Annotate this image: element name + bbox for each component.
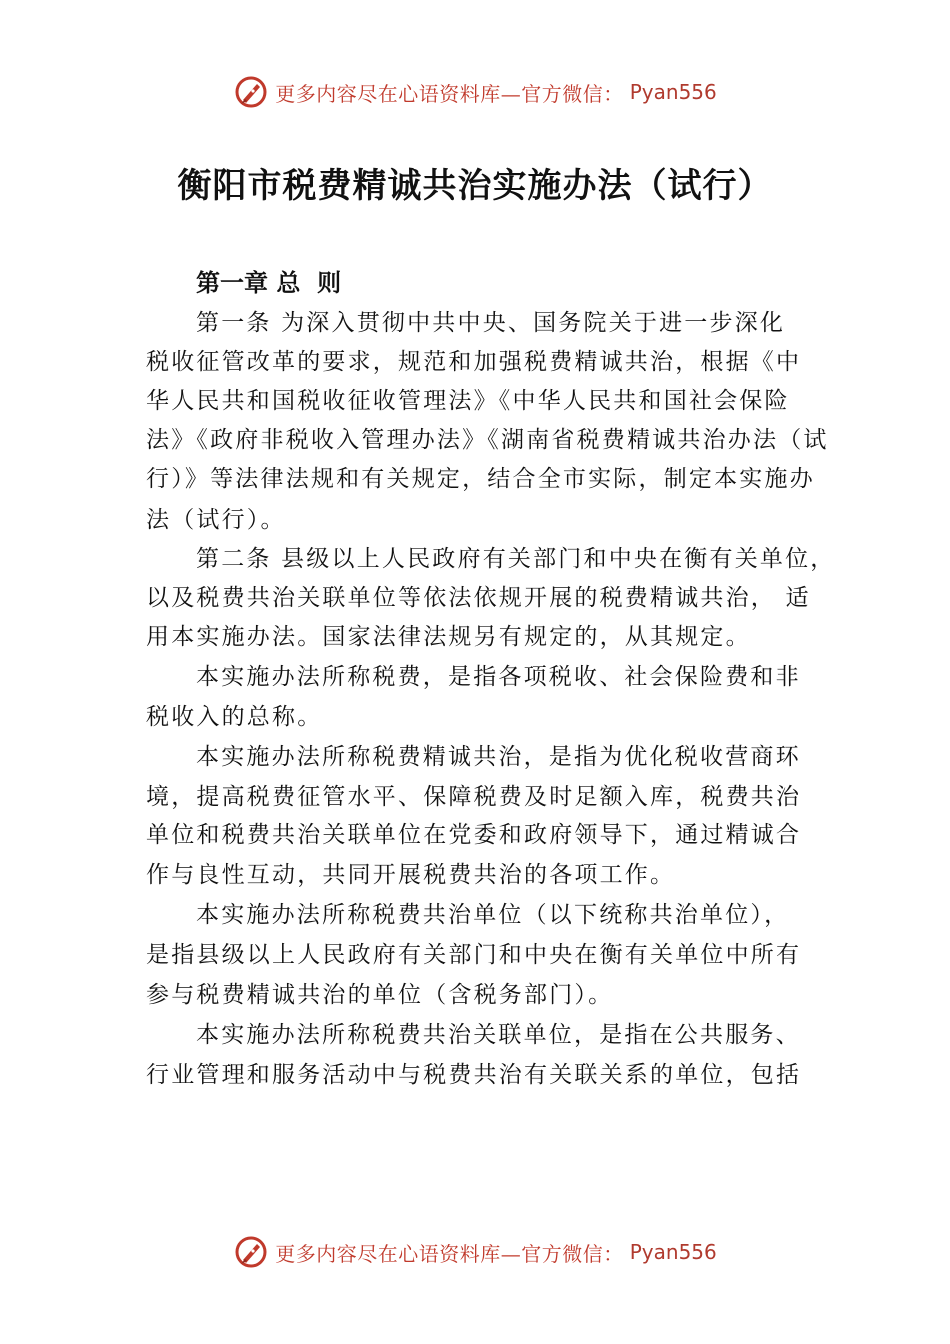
watermark-wechat-id: Pyan556: [629, 80, 717, 104]
body-line: 行）》等法律法规和有关规定，结合全市实际，制定本实施办: [146, 466, 815, 492]
watermark-footer: [0, 1232, 950, 1272]
body-line: 法》《政府非税收入管理办法》《湖南省税费精诚共治办法（试: [146, 427, 829, 453]
body-line: 华人民共和国税收征收管理法》《中华人民共和国社会保险: [146, 388, 790, 414]
watermark-text: 更多内容尽在心语资料库—官方微信：: [275, 1241, 624, 1266]
chapter-heading: 第一章 总 则: [196, 269, 342, 297]
body-line: 单位和税费共治关联单位在党委和政府领导下，通过精诚合: [146, 822, 802, 848]
body-line: 本实施办法所称税费共治单位（以下统称共治单位），: [196, 902, 790, 928]
watermark-text: 更多内容尽在心语资料库—官方微信：: [275, 81, 624, 106]
body-line: 行业管理和服务活动中与税费共治有关联关系的单位，包括: [146, 1062, 802, 1088]
body-line: 本实施办法所称税费精诚共治，是指为优化税收营商环: [196, 744, 801, 770]
body-line: 境，提高税费征管水平、保障税费及时足额入库，税费共治: [146, 784, 802, 810]
body-line: 本实施办法所称税费，是指各项税收、社会保险费和非: [196, 664, 801, 690]
document-title: 衡阳市税费精诚共治实施办法（试行）: [177, 166, 773, 206]
body-line: 第一条 为深入贯彻中共中央、国务院关于进一步深化: [196, 310, 786, 336]
body-line: 参与税费精诚共治的单位（含税务部门）。: [146, 982, 614, 1008]
pen-nib-circle-icon: [233, 74, 269, 110]
watermark-header: [0, 72, 950, 112]
watermark-wechat-id: Pyan556: [629, 1240, 717, 1264]
body-line: 是指县级以上人民政府有关部门和中央在衡有关单位中所有: [146, 942, 802, 968]
body-line: 第二条 县级以上人民政府有关部门和中央在衡有关单位，: [196, 546, 836, 572]
body-line: 本实施办法所称税费共治关联单位，是指在公共服务、: [196, 1022, 801, 1048]
body-line: 法（试行）。: [146, 507, 286, 533]
body-line: 税收入的总称。: [146, 704, 323, 730]
body-line: 作与良性互动，共同开展税费共治的各项工作。: [146, 862, 676, 888]
pen-nib-circle-icon: [233, 1234, 269, 1270]
body-line: 以及税费共治关联单位等依法依规开展的税费精诚共治， 适: [146, 585, 811, 611]
body-line: 税收征管改革的要求，规范和加强税费精诚共治，根据《中: [146, 349, 802, 375]
body-line: 用本实施办法。国家法律法规另有规定的，从其规定。: [146, 624, 751, 650]
